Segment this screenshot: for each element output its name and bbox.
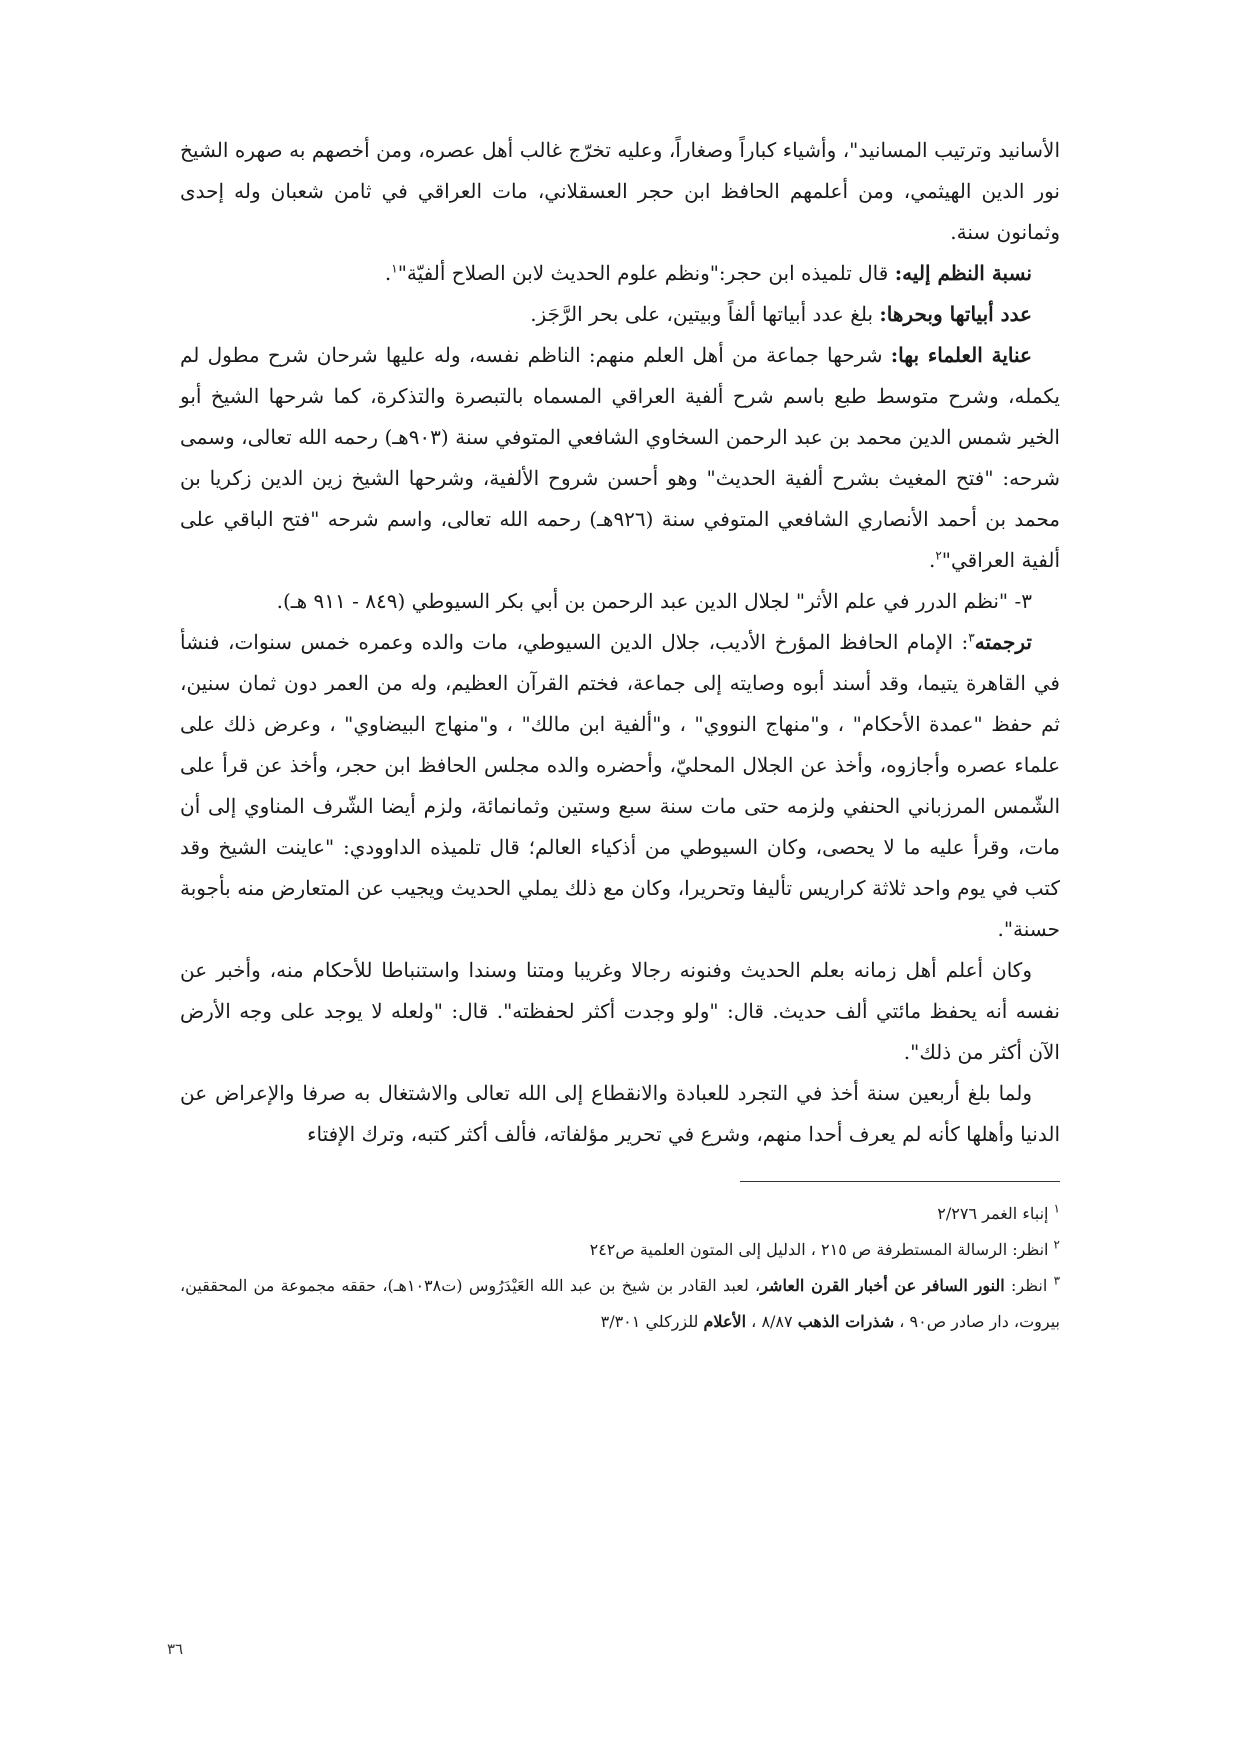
paragraph-nisba — [180, 253, 1060, 294]
paragraph-intro: الأسانيد وترتيب المسانيد"، وأشياء كباراً وصغاراً، وعليه تخرّج غالب أهل عصره، ومن أخصهم به صهره الشيخ نور الدين الهيثمي، ومن أعلمهم الحافظ ابن حجر العسقلاني، مات العراقي في ثامن شعبان وله إحدى وثمانون سنة. — [180, 138, 1060, 244]
footnote-2 — [180, 1232, 1060, 1268]
nisba-text: قال تلميذه ابن حجر:"ونظم علوم الحديث لابن الصلاح ألفيّة" — [397, 261, 895, 285]
footnote-ref-3[interactable]: ٣ — [968, 630, 975, 645]
paragraph-inaya — [180, 335, 1060, 581]
footnote-3-pre: انظر: — [1004, 1276, 1054, 1295]
footnote-3-book3: الأعلام — [703, 1312, 747, 1331]
footnote-3-mid: ، لعبد القادر بن شيخ بن عبد الله العَيْدَرُوس (ت١٠٣٨هـ)، حققه مجموعة من المحققين، بيروت، دار صادر ص٩٠ ، — [180, 1276, 1060, 1331]
inaya-end: . — [928, 548, 936, 572]
footnote-3-book: النور السافر عن أخبار القرن العاشر — [760, 1276, 1005, 1295]
footnote-3-mid2: ٨/٨٧ ، — [746, 1312, 798, 1331]
footnote-1-text: إنباء الغمر ٢/٢٧٦ — [937, 1204, 1054, 1223]
paragraph-kana: وكان أعلم أهل زمانه بعلم الحديث وفنونه رجالا وغريبا ومتنا وسندا واستنباطا للأحكام منه، وأخبر عن نفسه أنه يحفظ مائتي ألف حديث. قال: "ولو وجدت أكثر لحفظته". قال: "ولعله لا يوجد على وجه الأرض الآن أكثر من ذلك". — [180, 958, 1060, 1064]
heading-tarjama: ترجمته — [974, 630, 1032, 654]
paragraph-lamma: ولما بلغ أربعين سنة أخذ في التجرد للعبادة والانقطاع إلى الله تعالى والاشتغال به صرفا والإعراض عن الدنيا وأهلها كأنه لم يعرف أحدا منهم، وشرع في تحرير مؤلفاته، فألف أكثر كتبه، وترك الإفتاء — [180, 1081, 1060, 1146]
footnote-separator — [740, 1181, 1060, 1182]
footnote-ref-2[interactable]: ٢ — [935, 548, 942, 563]
page-number: ٣٦ — [167, 1640, 184, 1658]
footnote-ref-1[interactable]: ١ — [391, 261, 398, 276]
heading-nisba: نسبة النظم إليه: — [894, 261, 1032, 285]
footnote-mark-1: ١ — [1053, 1201, 1060, 1216]
footnote-3-book2: شذرات الذهب — [797, 1312, 895, 1331]
tarjama-text: : الإمام الحافظ المؤرخ الأديب، جلال الدين السيوطي، مات والده وعمره خمس سنوات، فنشأ في القاهرة يتيما، وقد أسند أبوه وصايته إلى جماعة، فختم القرآن العظيم، وله من العمر دون ثمان سنين، ثم حفظ "عمدة الأحكام" ، و"منهاج النووي" ، و"ألفية ابن مالك" ، و"منهاج البيضاوي" ، وعرض ذلك على علماء عصره وأجازوه، وأخذ عن الجلال المحليّ، وأحضره والده مجلس الحافظ ابن حجر، وأخذ عن قرأ على الشّمس المرزباني الحنفي ولزمه حتى مات سنة سبع وستين وثمانمائة، ولزم أيضا الشّرف المناوي إلى أن مات، وقرأ عليه ما لا يحصى، وكان السيوطي من أذكياء العالم؛ قال تلميذه الداوودي: "عاينت الشيخ وقد كتب في يوم واحد ثلاثة كراريس تأليفا وتحريرا، وكان مع ذلك يملي الحديث ويجيب عن المتعارض منه بأجوبة حسنة". — [180, 630, 1060, 941]
footnote-mark-3: ٣ — [1053, 1273, 1061, 1288]
footnote-2-text: انظر: الرسالة المستطرفة ص ٢١٥ ، الدليل إلى المتون العلمية ص٢٤٢ — [589, 1240, 1054, 1259]
footnote-mark-2: ٢ — [1053, 1237, 1060, 1252]
paragraph-adad — [180, 294, 1060, 335]
footnote-3-end: للزركلي ٣/٣٠١ — [600, 1312, 704, 1331]
list-item-3: ٣- "نظم الدرر في علم الأثر" لجلال الدين عبد الرحمن بن أبي بكر السيوطي (٨٤٩ - ٩١١ هـ). — [276, 589, 1032, 613]
paragraph-tarjama — [180, 622, 1060, 950]
heading-inaya: عناية العلماء بها: — [890, 343, 1032, 367]
footnotes — [180, 1196, 1060, 1340]
inaya-text: شرحها جماعة من أهل العلم منهم: الناظم نفسه، وله عليها شرحان شرح مطول لم يكمله، وشرح متوسط طبع باسم شرح ألفية العراقي المسماه بالتبصرة والتذكرة، كما شرحها الشيخ أبو الخير شمس الدين محمد بن عبد الرحمن السخاوي الشافعي المتوفي سنة (٩٠٣هـ) رحمه الله تعالى، وسمى شرحه: "فتح المغيث بشرح ألفية الحديث" وهو أحسن شروح الألفية، وشرحها الشيخ زين الدين زكريا بن محمد بن أحمد الأنصاري الشافعي المتوفي سنة (٩٢٦هـ) رحمه الله تعالى، واسم شرحه "فتح الباقي على ألفية العراقي" — [180, 343, 1061, 572]
adad-text: بلغ عدد أبياتها ألفاً وبيتين، على بحر الرَّجَز. — [530, 302, 880, 326]
footnote-1 — [180, 1196, 1060, 1232]
page-content — [180, 130, 1060, 1340]
nisba-end: . — [384, 261, 392, 285]
footnote-3 — [180, 1268, 1060, 1340]
main-text — [180, 130, 1060, 1155]
heading-adad: عدد أبياتها وبحرها: — [879, 302, 1032, 326]
